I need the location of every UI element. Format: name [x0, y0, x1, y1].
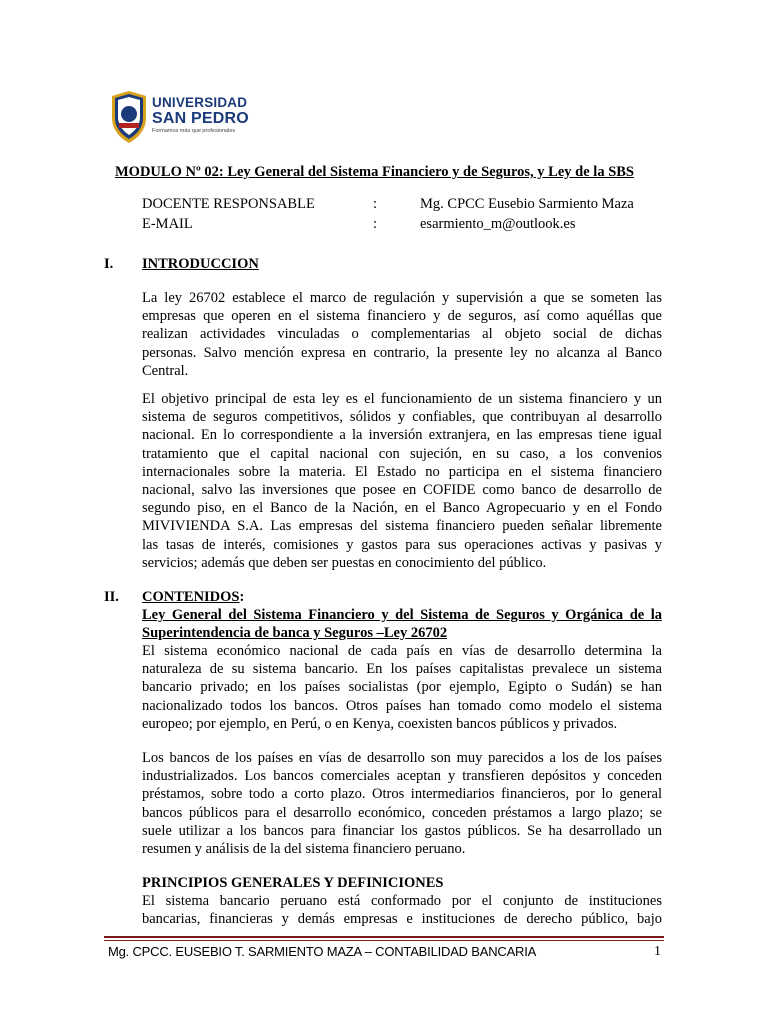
text-line: La ley 26702 establece el marco de regulación y supervisión a que se someten las: [142, 290, 662, 306]
text-line: bancario privado; en los países socialistas (por ejemplo, Egipto o Sudán) se han: [142, 679, 662, 696]
module-title: MODULO Nº 02: Ley General del Sistema Financiero y de Seguros, y Ley de la SBS: [115, 164, 634, 180]
text-line: sistema de seguros competitivos, sólidos y confiables, que contribuyan al desarrollo: [142, 409, 662, 426]
text-line: El sistema económico nacional de cada país en vías de desarrollo determina la: [142, 643, 662, 659]
email-value: esarmiento_m@outlook.es: [420, 216, 576, 232]
section-2-heading-colon: :: [239, 589, 245, 605]
contenidos-paragraph-2: [142, 749, 662, 858]
text-line: servicios; además que deben ser puestas en conocimiento del público.: [142, 554, 547, 571]
text-line: resumen y análisis de la del sistema financiero peruano.: [142, 840, 466, 857]
text-line: las tasas de interés, comisiones y gastos para sus operaciones activas y pasivas y: [142, 536, 662, 553]
text-line: bancos públicos para el desarrollo económico, conceden préstamos a largo plazo; se: [142, 804, 662, 821]
logo-line-1: UNIVERSIDAD: [152, 95, 248, 110]
email-colon: :: [373, 216, 378, 232]
text-line: bancarias, financieras y demás empresas e instituciones de derecho público, bajo: [142, 911, 662, 928]
text-line: realizan actividades vinculadas o complementarias al objeto social de dichas: [142, 326, 662, 343]
text-line: internacionales sobre la materia. El Estado no participa en el sistema financiero: [142, 463, 662, 480]
docente-colon: :: [373, 196, 378, 212]
section-1-heading: INTRODUCCION: [142, 256, 259, 272]
text-line: Los bancos de los países en vías de desarrollo son muy parecidos a los de los países: [142, 750, 662, 766]
text-line: personas. Salvo mención expresa en contrario, la presente ley no alcanza al Banco: [142, 344, 662, 361]
text-line: suele utilizar a los bancos para financiar los gastos públicos. Se ha desarrollado un: [142, 822, 662, 839]
subheading-line: Ley General del Sistema Financiero y del Sistema de Seguros y Orgánica de la: [142, 607, 662, 623]
email-label: E-MAIL: [142, 216, 193, 232]
intro-paragraph-1: [142, 289, 662, 380]
principios-heading: PRINCIPIOS GENERALES Y DEFINICIONES: [142, 875, 444, 891]
text-line: El sistema bancario peruano está conformado por el conjunto de instituciones: [142, 893, 662, 909]
text-line: Central.: [142, 362, 189, 379]
section-2-subheading: [142, 606, 662, 642]
section-2-heading-wrap: [142, 588, 244, 606]
contenidos-paragraph-1: [142, 642, 662, 733]
text-line: nacional, salvo las inversiones que posee en COFIDE como banco de desarrollo de: [142, 481, 662, 498]
intro-paragraph-2: [142, 390, 662, 572]
footer-rule-thin: [104, 940, 664, 941]
text-line: nacional. En lo correspondiente a la inversión extranjera, en las empresas tiene igual: [142, 427, 662, 444]
page-number: 1: [654, 944, 661, 959]
text-line: MIVIVIENDA S.A. Las empresas del sistema financiero pueden señalar libremente: [142, 518, 662, 535]
footer-author-course: Mg. CPCC. EUSEBIO T. SARMIENTO MAZA – CONTABILIDAD BANCARIA: [108, 944, 537, 959]
text-line: préstamos, sobre todo a corto plazo. Otros intermediarios financieros, por lo general: [142, 786, 662, 803]
text-line: segundo piso, en el Banco de la Nación, en el Banco Agropecuario y en el Fondo: [142, 500, 662, 517]
section-2-heading: CONTENIDOS: [142, 589, 240, 605]
docente-label: DOCENTE RESPONSABLE: [142, 196, 315, 212]
docente-value: Mg. CPCC Eusebio Sarmiento Maza: [420, 196, 634, 212]
text-line: empresas que operen en el sistema financiero y de seguros, así como aquéllas que: [142, 308, 662, 325]
logo-tagline: Formamos más que profesionales: [152, 128, 236, 134]
university-shield-icon: [110, 90, 148, 144]
university-logo: [110, 90, 250, 146]
text-line: nacionalizado todos los bancos. Otros países han tomado como modelo el sistema: [142, 697, 662, 714]
footer-rule-thick: [104, 936, 664, 938]
subheading-line: Superintendencia de banca y Seguros –Ley 26702: [142, 625, 448, 642]
logo-wordmark: [152, 96, 249, 134]
text-line: europeo; por ejemplo, en Perú, o en Kenya, coexisten bancos públicos y privados.: [142, 715, 618, 732]
text-line: naturaleza de su sistema bancario. En los países capitalistas prevalece un sistema: [142, 661, 662, 678]
section-1-numeral: I.: [104, 256, 114, 272]
text-line: industrializados. Los bancos comerciales aceptan y transfieren depósitos y conceden: [142, 768, 662, 785]
logo-line-2: SAN PEDRO: [152, 110, 249, 127]
text-line: tratamiento que el capital nacional con sujeción, en su caso, a los convenios: [142, 445, 662, 462]
text-line: El objetivo principal de esta ley es el funcionamiento de un sistema financiero y un: [142, 391, 662, 407]
section-2-numeral: II.: [104, 589, 119, 605]
principios-paragraph: [142, 892, 662, 928]
